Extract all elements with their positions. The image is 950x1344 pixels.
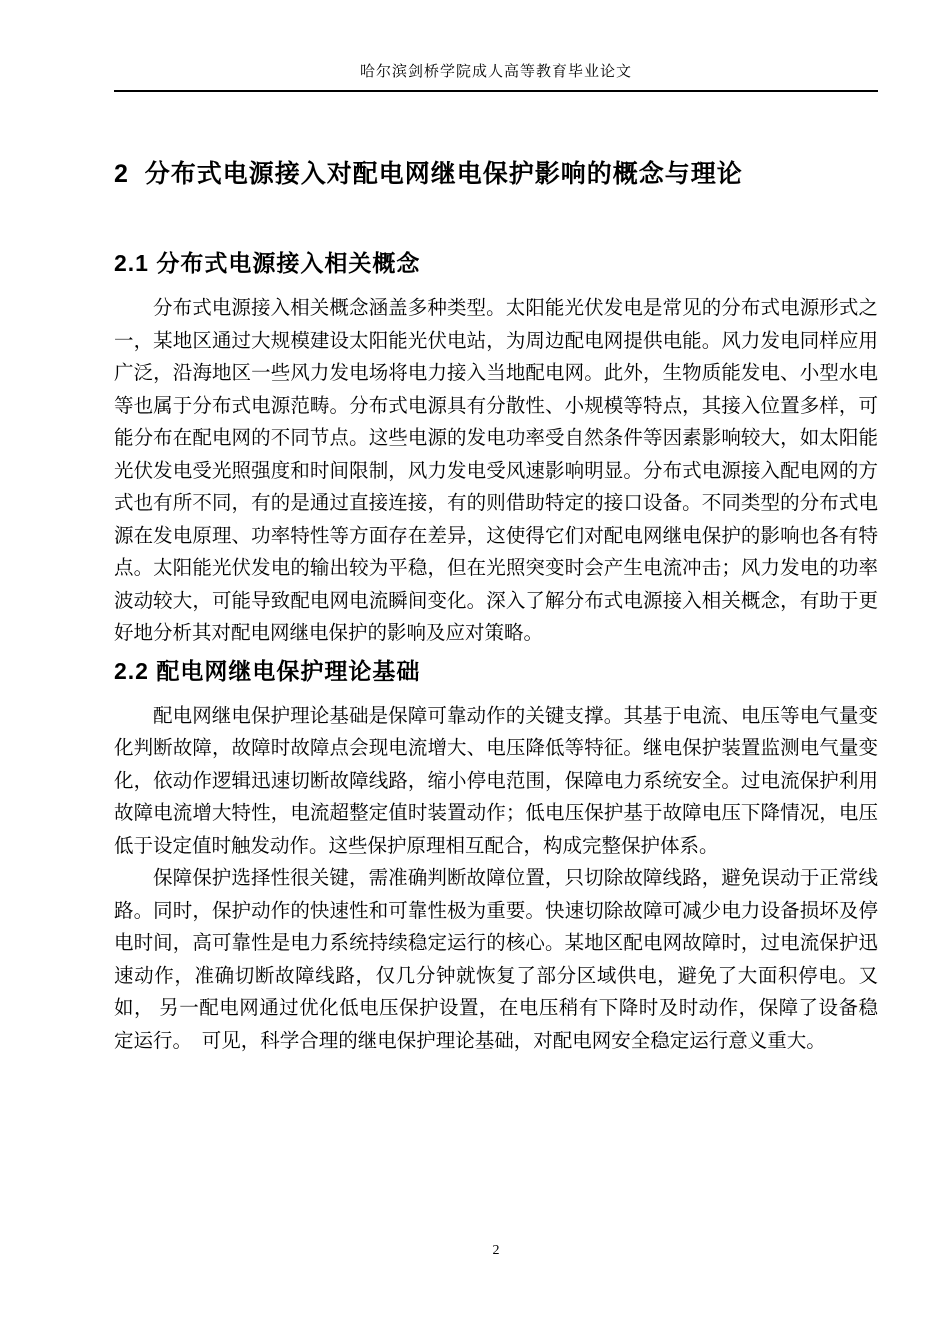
section-heading-2-2: 2.2 配电网继电保护理论基础 [114, 657, 421, 684]
page-content [114, 157, 878, 1058]
page-number: 2 [492, 1243, 500, 1258]
paragraph-section-2-2-first: 配电网继电保护理论基础是保障可靠动作的关键支撑。其基于电流、电压等电气量变化判断故障，故障时故障点会现电流增大、电压降低等特征。继电保护装置监测电气量变化，依动作逻辑迅速切断故障线路，缩小停电范围，保障电力系统安全。过电流保护利用故障电流增大特性，电流超整定值时装置动作；低电压保护基于故障电压下降情况，电压低于设定值时触发动作。这些保护原理相互配合，构成完整保护体系。 [114, 705, 878, 857]
paragraph-section-2-2-second: 保障保护选择性很关键，需准确判断故障位置，只切除故障线路，避免误动于正常线路。同时，保护动作的快速性和可靠性极为重要。快速切除故障可减少电力设备损坏及停电时间，高可靠性是电力系统持续稳定运行的核心。某地区配电网故障时，过电流保护迅速动作，准确切断故障线路，仅几分钟就恢复了部分区域供电，避免了大面积停电。又如， 另一配电网通过优化低电压保护设置，在电压稍有下降时及时动作，保障了设备稳定运行。 可见，科学合理的继电保护理论基础，对配电网安全稳定运行意义重大。 [114, 868, 878, 1052]
header-title: 哈尔滨剑桥学院成人高等教育毕业论文 [359, 64, 632, 80]
chapter-heading: 2 分布式电源接入对配电网继电保护影响的概念与理论 [114, 160, 743, 188]
page-footer [114, 1241, 878, 1261]
paragraph-section-2-1: 分布式电源接入相关概念涵盖多种类型。太阳能光伏发电是常见的分布式电源形式之一，某地区通过大规模建设太阳能光伏电站，为周边配电网提供电能。风力发电同样应用广泛，沿海地区一些风力发电场将电力接入当地配电网。此外，生物质能发电、小型水电等也属于分布式电源范畴。分布式电源具有分散性、小规模等特点，其接入位置多样，可能分布在配电网的不同节点。这些电源的发电功率受自然条件等因素影响较大，如太阳能光伏发电受光照强度和时间限制，风力发电受风速影响明显。分布式电源接入配电网的方式也有所不同，有的是通过直接连接，有的则借助特定的接口设备。不同类型的分布式电源在发电原理、功率特性等方面存在差异，这使得它们对配电网继电保护的影响也各有特点。太阳能光伏发电的输出较为平稳，但在光照突变时会产生电流冲击；风力发电的功率波动较大，可能导致配电网电流瞬间变化。深入了解分布式电源接入相关概念，有助于更好地分析其对配电网继电保护的影响及应对策略。 [114, 298, 878, 644]
page-header [114, 0, 878, 92]
section-heading-2-1: 2.1 分布式电源接入相关概念 [114, 250, 421, 276]
